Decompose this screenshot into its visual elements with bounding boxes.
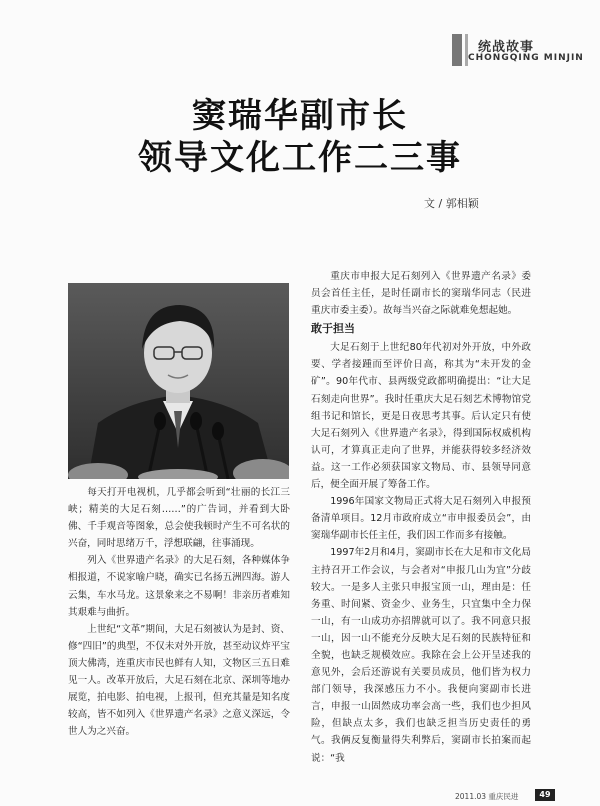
section-title: 统战故事 [478, 40, 535, 55]
article-title-line-2: 领导文化工作二三事 [138, 138, 462, 178]
page-number: 49 [535, 789, 555, 801]
section-subtitle: CHONGQING MINJIN [468, 53, 584, 63]
right-column [311, 268, 531, 767]
article-title-line-1: 窦瑞华副市长 [192, 96, 408, 136]
portrait-photo [68, 283, 289, 479]
paragraph: 1996年国家文物局正式将大足石刻列入申报预备清单项目。12月市政府成立“市申报委员会”，由窦瑞华副市长任主任，我们因工作而多有接触。 [311, 496, 531, 542]
paragraph: 每天打开电视机，几乎都会听到“壮丽的长江三峡；精美的大足石刻……”的广告词，并看到大卧佛、千手观音等图象，总会使我顿时产生不可名状的兴奋，同时思绪万千，浮想联翩，往事涌现。 [68, 487, 290, 550]
header-bar [452, 34, 462, 66]
subheading: 敢于担当 [311, 322, 355, 336]
portrait-illustration [68, 283, 289, 479]
intro-paragraph: 重庆市申报大足石刻列入《世界遗产名录》委员会首任主任，是时任副市长的窦瑞华同志（民进重庆市委主委）。故每当兴奋之际就难免想起她。 [311, 271, 531, 317]
paragraph: 大足石刻于上世纪80年代初对外开放，中外政要、学者接踵而至评价日高，称其为“未开发的金矿”。90年代市、县两级党政都明确提出：“让大足石刻走向世界”。我时任重庆大足石刻艺术博物馆党组书记和馆长，更是日夜思考其事。后认定只有使大足石刻列入《世界遗产名录》，得到国际权威机构认可，才算真正走向了世界，并能获得较多经济效益。这一工作必须获国家文物局、市、县领导同意后，便全面开展了筹备工作。 [311, 342, 531, 491]
paragraph: 1997年2月和4月，窦副市长在大足和市文化局主持召开工作会议，与会者对“申报几山为宜”分歧较大。一是多人主张只申报宝顶一山，理由是：任务重、时间紧、资金少、业务生，只宜集中全力保一山，有一山成功亦招牌就可以了。我不同意只报一山，因一山不能充分反映大足石刻的民族特征和全貌，也缺乏规模效应。我除在会上公开呈述我的意见外，会后还游说有关要员成员，他们皆为权力部门领导，我深感压力不小。我便向窦副市长进言，申报一山固然成功率会高一些，我们也少担风险，但缺点太多，我们也缺乏担当历史责任的勇气。我俩反复衡量得失利弊后，窦副市长拍案而起说：“我 [311, 547, 531, 764]
issue-label: 2011.03 重庆民进 [455, 792, 519, 801]
article-author: 文 / 郭相颖 [424, 197, 479, 210]
paragraph: 列入《世界遗产名录》的大足石刻，各种媒体争相报道，不说家喻户晓，确实已名扬五洲四海。游人云集，车水马龙。这景象来之不易啊！非亲历者难知其艰难与曲折。 [68, 555, 290, 618]
paragraph: 上世纪“文革”期间，大足石刻被认为是封、资、修“四旧”的典型，不仅未对外开放，甚至动议炸平宝顶大佛湾，连重庆市民也鲜有人知，文物区三五日难见一人。改革开放后，大足石刻在北京、深圳等地办展览，拍电影、拍电视，上报刊，但充其量是知名度较高，皆不如列入《世界遗产名录》之意义深远，令世人为之兴奋。 [68, 623, 290, 738]
left-column [68, 484, 290, 740]
